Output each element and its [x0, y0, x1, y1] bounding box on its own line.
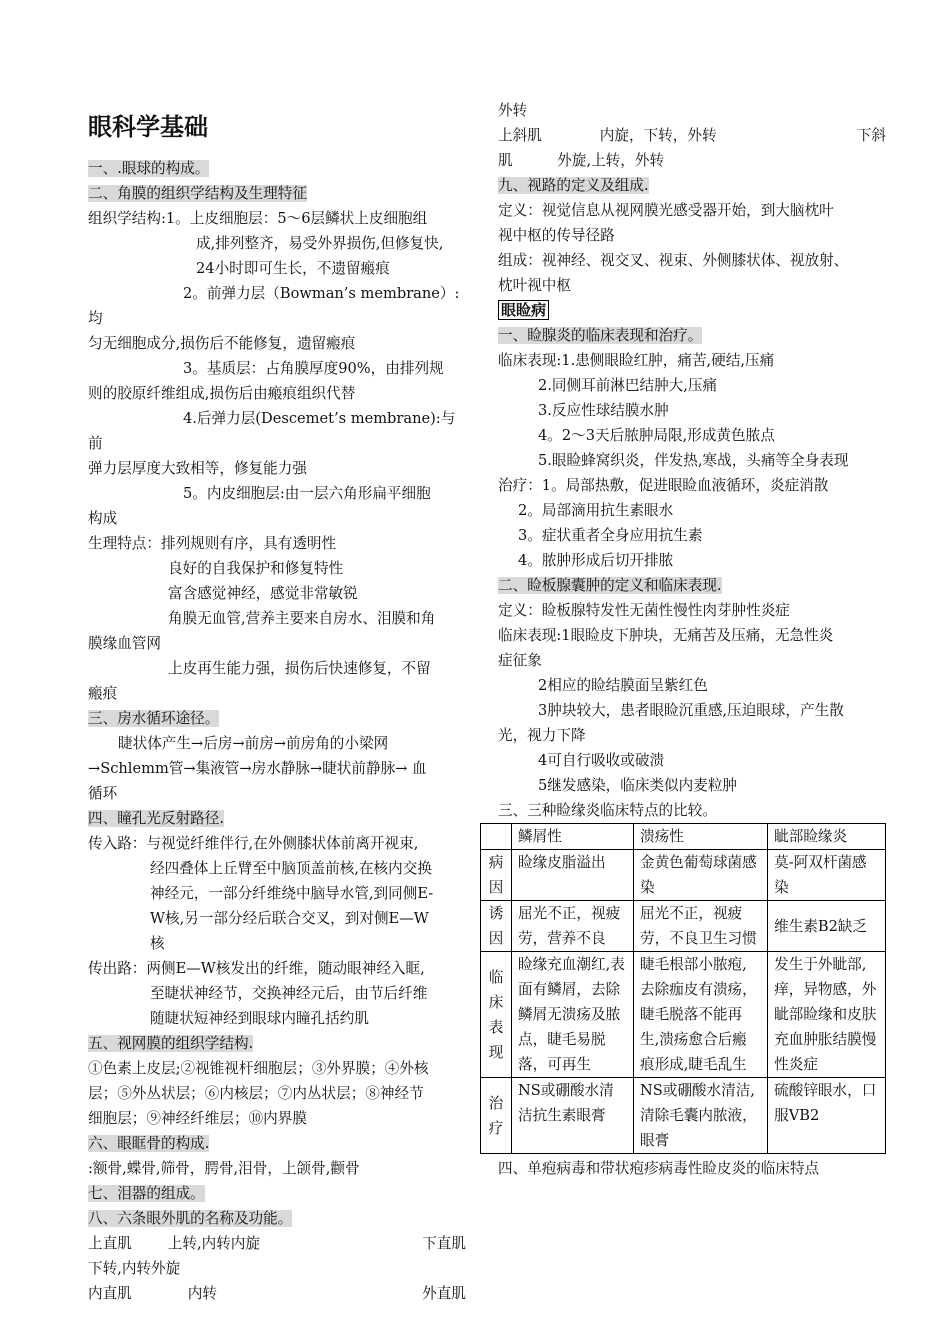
text-line: 4.后弹力层(Descemet’s membrane):与前 — [88, 410, 456, 452]
table-cell: NS或硼酸水清洁,清除毛囊内脓液，眼膏 — [633, 1078, 767, 1154]
muscle-function: 上转,内转内旋 — [167, 1235, 260, 1252]
text-line: →Schlemm管→集液管→房水静脉→睫状前静脉→ 血 — [88, 760, 427, 777]
text-line: 传入路：与视觉纤维伴行,在外侧膝状体前离开视束, — [88, 835, 419, 852]
text-line: 24小时即可生长，不遗留瘢痕 — [196, 260, 390, 277]
text-line: 外转 — [498, 102, 528, 119]
text-line: 经四叠体上丘臂至中脑顶盖前核,在核内交换 — [150, 860, 432, 877]
right-column — [488, 98, 886, 1181]
text-line: 构成 — [88, 510, 118, 527]
text-line: 传出路：两侧E—W核发出的纤维，随动眼神经入眶, — [88, 960, 425, 977]
heading-cornea: 二、角膜的组织学结构及生理特征 — [88, 185, 307, 202]
table-row — [481, 952, 886, 1078]
text-line: 2.同侧耳前淋巴结肿大,压痛 — [538, 377, 718, 394]
text-line: 症征象 — [498, 652, 542, 669]
heading-viral-dermatitis: 四、单疱病毒和带状疱疹病毒性睑皮炎的临床特点 — [498, 1160, 820, 1177]
text-line: 至睫状神经节，交换神经元后，由节后纤维 — [150, 985, 428, 1002]
text-line: 良好的自我保护和修复特性 — [168, 560, 344, 577]
text-line: 4可自行吸收或破溃 — [538, 752, 665, 769]
table-cell: NS或硼酸水清洁抗生素眼膏 — [512, 1078, 634, 1154]
muscle-name: 内直肌 — [88, 1285, 132, 1302]
muscle-name: 外直肌 — [422, 1285, 466, 1302]
text-line: 富含感觉神经，感觉非常敏锐 — [168, 585, 358, 602]
table-cell: 硫酸锌眼水，口服VB2 — [768, 1078, 886, 1154]
table-cell: 屈光不正，视疲劳，不良卫生习惯 — [633, 901, 767, 952]
text-line: 神经元，一部分纤维绕中脑导水管,到同侧E- — [150, 885, 434, 902]
muscle-name: 肌 — [498, 152, 513, 169]
muscle-function: 内旋，下转，外转 — [599, 127, 717, 144]
heading-blepharitis: 三、三种睑缘炎临床特点的比较。 — [498, 802, 717, 819]
text-line: 临床表现:1眼睑皮下肿块，无痛苦及压痛，无急性炎 — [498, 627, 834, 644]
text-line: 定义：视觉信息从视网膜光感受器开始，到大脑枕叶 — [498, 202, 834, 219]
text-line: 则的胶原纤维组成,损伤后由瘢痕组织代替 — [88, 385, 356, 402]
text-line: 治疗：1。局部热敷，促进眼睑血液循环，炎症消散 — [498, 477, 829, 494]
text-line: 瘢痕 — [88, 685, 118, 702]
text-line: 匀无细胞成分,损伤后不能修复，遗留瘢痕 — [88, 335, 356, 352]
muscle-row — [88, 1281, 466, 1306]
text-line: 细胞层；⑨神经纤维层；⑩内界膜 — [88, 1110, 307, 1127]
text-line: 4。脓肿形成后切开排脓 — [518, 552, 674, 569]
section-box-eyelid: 眼睑病 — [498, 300, 549, 320]
text-line: 定义：睑板腺特发性无菌性慢性肉芽肿性炎症 — [498, 602, 790, 619]
text-line: 组成：视神经、视交叉、视束、外侧膝状体、视放射、 — [498, 252, 849, 269]
text-line: 循环 — [88, 785, 118, 802]
table-cell: 睫毛根部小脓疱,去除痂皮有溃疡，睫毛脱落不能再生,溃疡愈合后瘢痕形成,睫毛乱生 — [633, 952, 767, 1078]
text-line: :额骨,蝶骨,筛骨，腭骨,泪骨，上颌骨,颧骨 — [88, 1160, 360, 1177]
table-cell: 睑缘皮脂溢出 — [512, 850, 634, 901]
text-line: 弹力层厚度大致相等，修复能力强 — [88, 460, 307, 477]
muscle-function: 内转 — [187, 1285, 217, 1302]
text-line: 下转,内转外旋 — [88, 1260, 181, 1277]
text-line: 5继发感染，临床类似内麦粒肿 — [538, 777, 738, 794]
table-header-row — [481, 824, 886, 850]
muscle-name: 下斜 — [856, 127, 886, 144]
text-line: 3。基质层：占角膜厚度90%，由排列规 — [183, 360, 444, 377]
text-line: 核 — [150, 935, 165, 952]
table-header-cell: 鳞屑性 — [512, 824, 634, 850]
text-line: 角膜无血管,营养主要来自房水、泪膜和角 — [168, 610, 436, 627]
heading-retina: 五、视网膜的组织学结构. — [88, 1035, 254, 1052]
text-line: 上皮再生能力强，损伤后快速修复，不留 — [168, 660, 431, 677]
muscle-row — [88, 1231, 466, 1256]
heading-aqueous: 三、房水循环途径。 — [88, 710, 220, 727]
heading-visual-pathway: 九、视路的定义及组成. — [498, 177, 649, 194]
row-label: 临床表现 — [481, 952, 512, 1078]
text-line: 2相应的睑结膜面呈紫红色 — [538, 677, 708, 694]
heading-orbit: 六、眼眶骨的构成. — [88, 1135, 210, 1152]
text-line: 枕叶视中枢 — [498, 277, 571, 294]
table-cell: 发生于外眦部,痒，异物感，外眦部睑缘和皮肤充血肿胀结膜慢性炎症 — [768, 952, 886, 1078]
table-row — [481, 850, 886, 901]
text-line: 5。内皮细胞层:由一层六角形扁平细胞 — [183, 485, 431, 502]
muscle-name: 上直肌 — [88, 1235, 132, 1252]
heading-eyeball: 一、.眼球的构成。 — [88, 160, 210, 177]
text-line: 3。症状重者全身应用抗生素 — [518, 527, 703, 544]
text-line: 睫状体产生→后房→前房→前房角的小梁网 — [118, 735, 389, 752]
text-line: 3肿块较大，患者眼睑沉重感,压迫眼球，产生散 — [538, 702, 844, 719]
text-line: 随睫状短神经到眼球内瞳孔括约肌 — [150, 1010, 369, 1027]
page-title: 眼科学基础 — [88, 113, 208, 141]
text-line: 生理特点：排列规则有序，具有透明性 — [88, 535, 337, 552]
heading-hordeolum: 一、睑腺炎的临床表现和治疗。 — [498, 327, 703, 344]
heading-chalazion: 二、睑板腺囊肿的定义和临床表现. — [498, 577, 722, 594]
muscle-function: 外旋,上转，外转 — [557, 152, 665, 169]
table-header-cell — [481, 824, 512, 850]
left-column — [88, 98, 466, 1306]
table-header-cell: 溃疡性 — [633, 824, 767, 850]
table-header-cell: 眦部睑缘炎 — [768, 824, 886, 850]
table-cell: 维生素B2缺乏 — [768, 901, 886, 952]
heading-muscles: 八、六条眼外肌的名称及功能。 — [88, 1210, 293, 1227]
text-line: 组织学结构:1。上皮细胞层：5～6层鳞状上皮细胞组 — [88, 210, 428, 227]
table-cell: 莫-阿双杆菌感染 — [768, 850, 886, 901]
text-line: 2。局部滴用抗生素眼水 — [518, 502, 674, 519]
table-cell: 睑缘充血潮红,表面有鳞屑，去除鳞屑无溃疡及脓点，睫毛易脱落，可再生 — [512, 952, 634, 1078]
muscle-row — [498, 123, 886, 148]
heading-pupil-reflex: 四、瞳孔光反射路径. — [88, 810, 224, 827]
text-line: 3.反应性球结膜水肿 — [538, 402, 669, 419]
text-line: 4。2～3天后脓肿局限,形成黄色脓点 — [538, 427, 775, 444]
row-label: 诱因 — [481, 901, 512, 952]
text-line: 层；⑤外丛状层；⑥内核层；⑦内丛状层；⑧神经节 — [88, 1085, 424, 1102]
text-line: 5.眼睑蜂窝织炎，伴发热,寒战，头痛等全身表现 — [538, 452, 849, 469]
heading-lacrimal: 七、泪器的组成。 — [88, 1185, 205, 1202]
muscle-name: 下直肌 — [422, 1235, 466, 1252]
table-row — [481, 901, 886, 952]
text-line: 光，视力下降 — [498, 727, 586, 744]
text-line: 视中枢的传导径路 — [498, 227, 615, 244]
table-row — [481, 1078, 886, 1154]
text-line: 成,排列整齐，易受外界损伤,但修复快, — [196, 235, 444, 252]
muscle-row — [498, 148, 886, 173]
text-line: W核,另一部分经后联合交叉，到对侧E—W — [150, 910, 429, 927]
text-line: ①色素上皮层;②视锥视杆细胞层；③外界膜；④外核 — [88, 1060, 429, 1077]
text-line: 2。前弹力层（Bowman’s membrane）:均 — [88, 285, 460, 327]
row-label: 治疗 — [481, 1078, 512, 1154]
row-label: 病因 — [481, 850, 512, 901]
text-line: 膜缘血管网 — [88, 635, 161, 652]
blepharitis-table — [480, 823, 886, 1154]
table-cell: 金黄色葡萄球菌感染 — [633, 850, 767, 901]
table-cell: 屈光不正，视疲劳，营养不良 — [512, 901, 634, 952]
text-line: 临床表现:1.患侧眼睑红肿，痛苦,硬结,压痛 — [498, 352, 775, 369]
muscle-name: 上斜肌 — [498, 127, 542, 144]
